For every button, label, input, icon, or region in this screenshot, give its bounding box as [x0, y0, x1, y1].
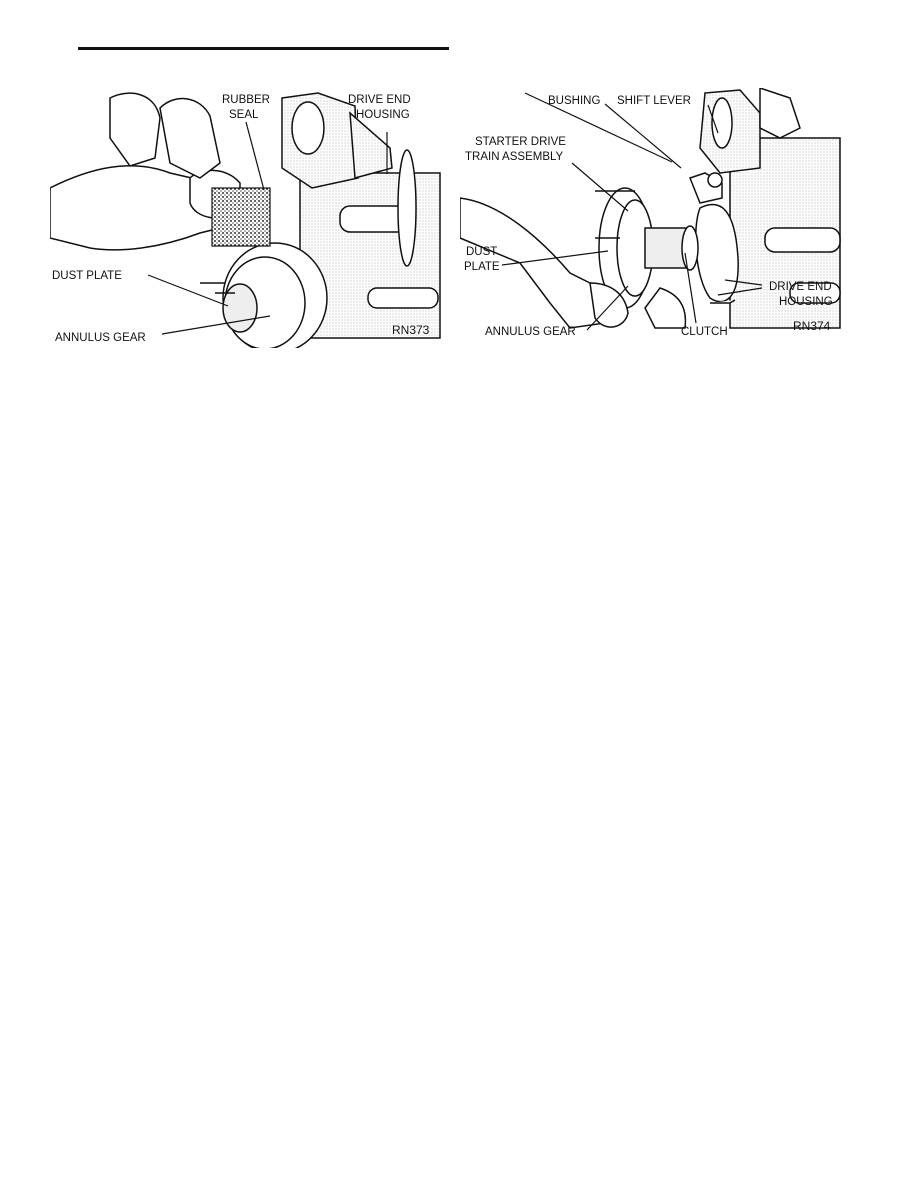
figure-code: RN373	[392, 323, 430, 337]
label-dust-plate-line2: PLATE	[464, 261, 500, 273]
label-dust-plate-line1: DUST	[466, 246, 498, 258]
label-annulus-gear: ANNULUS GEAR	[55, 332, 146, 344]
header-rule	[78, 47, 449, 50]
label-drive-end-housing-line1: DRIVE END	[348, 94, 411, 106]
label-drive-end-housing-line1: DRIVE END	[769, 281, 832, 293]
figure-code: RN374	[793, 319, 831, 333]
label-rubber-seal-line1: RUBBER	[222, 94, 270, 106]
label-annulus-gear: ANNULUS GEAR	[485, 326, 576, 338]
label-bushing: BUSHING	[548, 95, 601, 107]
label-starter-drive-line1: STARTER DRIVE	[475, 136, 566, 148]
label-rubber-seal-line2: SEAL	[229, 109, 259, 121]
label-clutch: CLUTCH	[681, 326, 728, 338]
illustration-rubber-seal-removal	[50, 88, 445, 348]
label-drive-end-housing-line2: HOUSING	[779, 296, 833, 308]
illustration-starter-drive-removal	[460, 88, 845, 348]
sponge-shape	[212, 188, 270, 246]
figure-rn373	[50, 88, 445, 348]
label-drive-end-housing-line2: HOUSING	[356, 109, 410, 121]
label-shift-lever: SHIFT LEVER	[617, 95, 691, 107]
label-starter-drive-line2: TRAIN ASSEMBLY	[465, 151, 564, 163]
figure-rn374	[460, 88, 845, 348]
label-dust-plate: DUST PLATE	[52, 270, 122, 282]
annulus-gear-shape	[200, 243, 327, 348]
